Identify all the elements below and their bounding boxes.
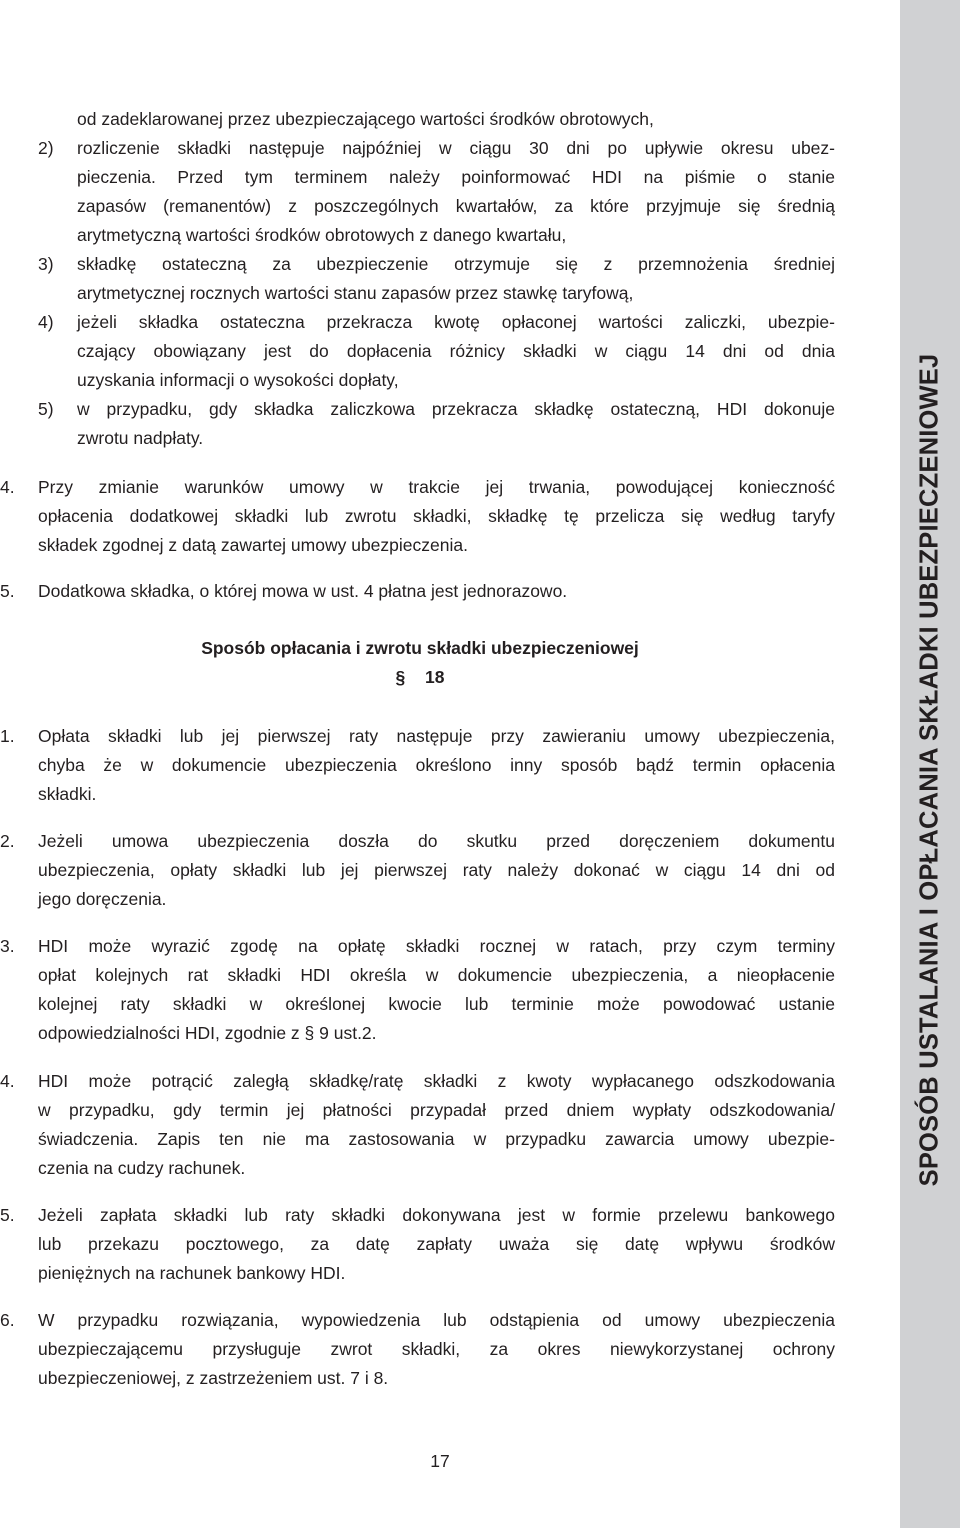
paragraph-line: Dodatkowa składka, o której mowa w ust. 4 płatna jest jednorazowo.: [38, 581, 568, 601]
paragraph-line: opłat kolejnych rat składki HDI określa w dokumencie ubezpieczenia, a nieopłacenie: [38, 965, 835, 985]
section-paragraph-number: [0, 666, 840, 688]
list-item-line: składkę ostateczną za ubezpieczenie otrzymuje się z przemnożenia średniej: [77, 254, 835, 274]
paragraph-line: pieniężnych na rachunek bankowy HDI.: [38, 1263, 346, 1283]
paragraph-line: opłacenia dodatkowej składki lub zwrotu składki, składkę tę przelicza się według taryfy: [38, 506, 835, 526]
list-item-line: zwrotu nadpłaty.: [77, 428, 204, 448]
paragraph-line: Przy zmianie warunków umowy w trakcie jej trwania, powodującej konieczność: [38, 477, 835, 497]
sidebar: [900, 0, 960, 1528]
paragraph-line: HDI może potrącić zaległą składkę/ratę składki z kwoty wypłacanego odszkodowania: [38, 1071, 835, 1091]
list-item-line: arytmetycznej rocznych wartości stanu zapasów przez stawkę taryfową,: [77, 283, 634, 303]
paragraph-line: Jeżeli umowa ubezpieczenia doszła do skutku przed doręczeniem dokumentu: [38, 831, 835, 851]
list-item-continuation: od zadeklarowanej przez ubezpieczającego wartości środków obrotowych,: [77, 109, 654, 129]
list-item-line: zapasów (remanentów) z poszczególnych kwartałów, za które przyjmuje się średnią: [77, 196, 835, 216]
list-item-line: pieczenia. Przed tym terminem należy poinformować HDI na piśmie o stanie: [77, 167, 835, 187]
paragraph-line: Jeżeli zapłata składki lub raty składki dokonywana jest w formie przelewu bankowego: [38, 1205, 835, 1225]
paragraph-line: świadczenia. Zapis ten nie ma zastosowania w przypadku zawarcia umowy ubezpie-: [38, 1129, 835, 1149]
paragraph-line: ubezpieczenia, opłaty składki lub jej pierwszej raty należy dokonać w ciągu 14 dni od: [38, 860, 835, 880]
sidebar-title: SPOSÓB USTALANIA I OPŁACANIA SKŁADKI UBEZPIECZENIOWEJ: [915, 353, 944, 1187]
list-item-line: jeżeli składka ostateczna przekracza kwotę opłaconej wartości zaliczki, ubezpie-: [77, 312, 835, 332]
paragraph-line: chyba że w dokumencie ubezpieczenia określono inny sposób bądź termin opłacenia: [38, 755, 835, 775]
paragraph-number: 4.: [0, 1071, 15, 1091]
section-number: 18: [425, 667, 445, 687]
paragraph-line: składek zgodnej z datą zawartej umowy ubezpieczenia.: [38, 535, 468, 555]
paragraph-line: ubezpieczeniowej, z zastrzeżeniem ust. 7 i 8.: [38, 1368, 389, 1388]
paragraph-line: lub przekazu pocztowego, za datę zapłaty uważa się datę wpływu środków: [38, 1234, 835, 1254]
list-item-line: w przypadku, gdy składka zaliczkowa przekracza składkę ostateczną, HDI dokonuje: [77, 399, 835, 419]
paragraph-line: kolejnej raty składki w określonej kwocie lub terminie może powodować ustanie: [38, 994, 835, 1014]
list-item-number: 2): [38, 138, 54, 158]
paragraph-line: składki.: [38, 784, 97, 804]
paragraph-number: 2.: [0, 831, 15, 851]
paragraph-number: 1.: [0, 726, 15, 746]
paragraph-line: W przypadku rozwiązania, wypowiedzenia lub odstąpienia od umowy ubezpieczenia: [38, 1310, 835, 1330]
paragraph-line: odpowiedzialności HDI, zgodnie z § 9 ust.2.: [38, 1023, 377, 1043]
paragraph-line: jego doręczenia.: [38, 889, 167, 909]
list-item-line: uzyskania informacji o wysokości dopłaty,: [77, 370, 399, 390]
paragraph-line: Opłata składki lub jej pierwszej raty następuje przy zawieraniu umowy ubezpieczenia,: [38, 726, 835, 746]
paragraph-number: 5.: [0, 1205, 15, 1225]
list-item-line: rozliczenie składki następuje najpóźniej w ciągu 30 dni po upływie okresu ubez-: [77, 138, 835, 158]
paragraph-line: w przypadku, gdy termin jej płatności przypadał przed dniem wypłaty odszkodowania/: [38, 1100, 835, 1120]
section-symbol: §: [395, 667, 406, 687]
paragraph-line: ubezpieczającemu przysługuje zwrot składki, za okres niewykorzystanej ochrony: [38, 1339, 835, 1359]
paragraph-number: 5.: [0, 581, 15, 601]
paragraph-number: 3.: [0, 936, 15, 956]
list-item-number: 5): [38, 399, 54, 419]
list-item-number: 3): [38, 254, 54, 274]
paragraph-line: HDI może wyrazić zgodę na opłatę składki rocznej w ratach, przy czym terminy: [38, 936, 835, 956]
list-item-line: czający obowiązany jest do dopłacenia różnicy składki w ciągu 14 dni od dnia: [77, 341, 835, 361]
paragraph-line: czenia na cudzy rachunek.: [38, 1158, 246, 1178]
list-item-line: arytmetyczną wartości środków obrotowych z danego kwartału,: [77, 225, 567, 245]
list-item-number: 4): [38, 312, 54, 332]
page-number: 17: [430, 1451, 450, 1471]
paragraph-number: 6.: [0, 1310, 15, 1330]
section-title: Sposób opłacania i zwrotu składki ubezpieczeniowej: [201, 638, 639, 658]
paragraph-number: 4.: [0, 477, 15, 497]
